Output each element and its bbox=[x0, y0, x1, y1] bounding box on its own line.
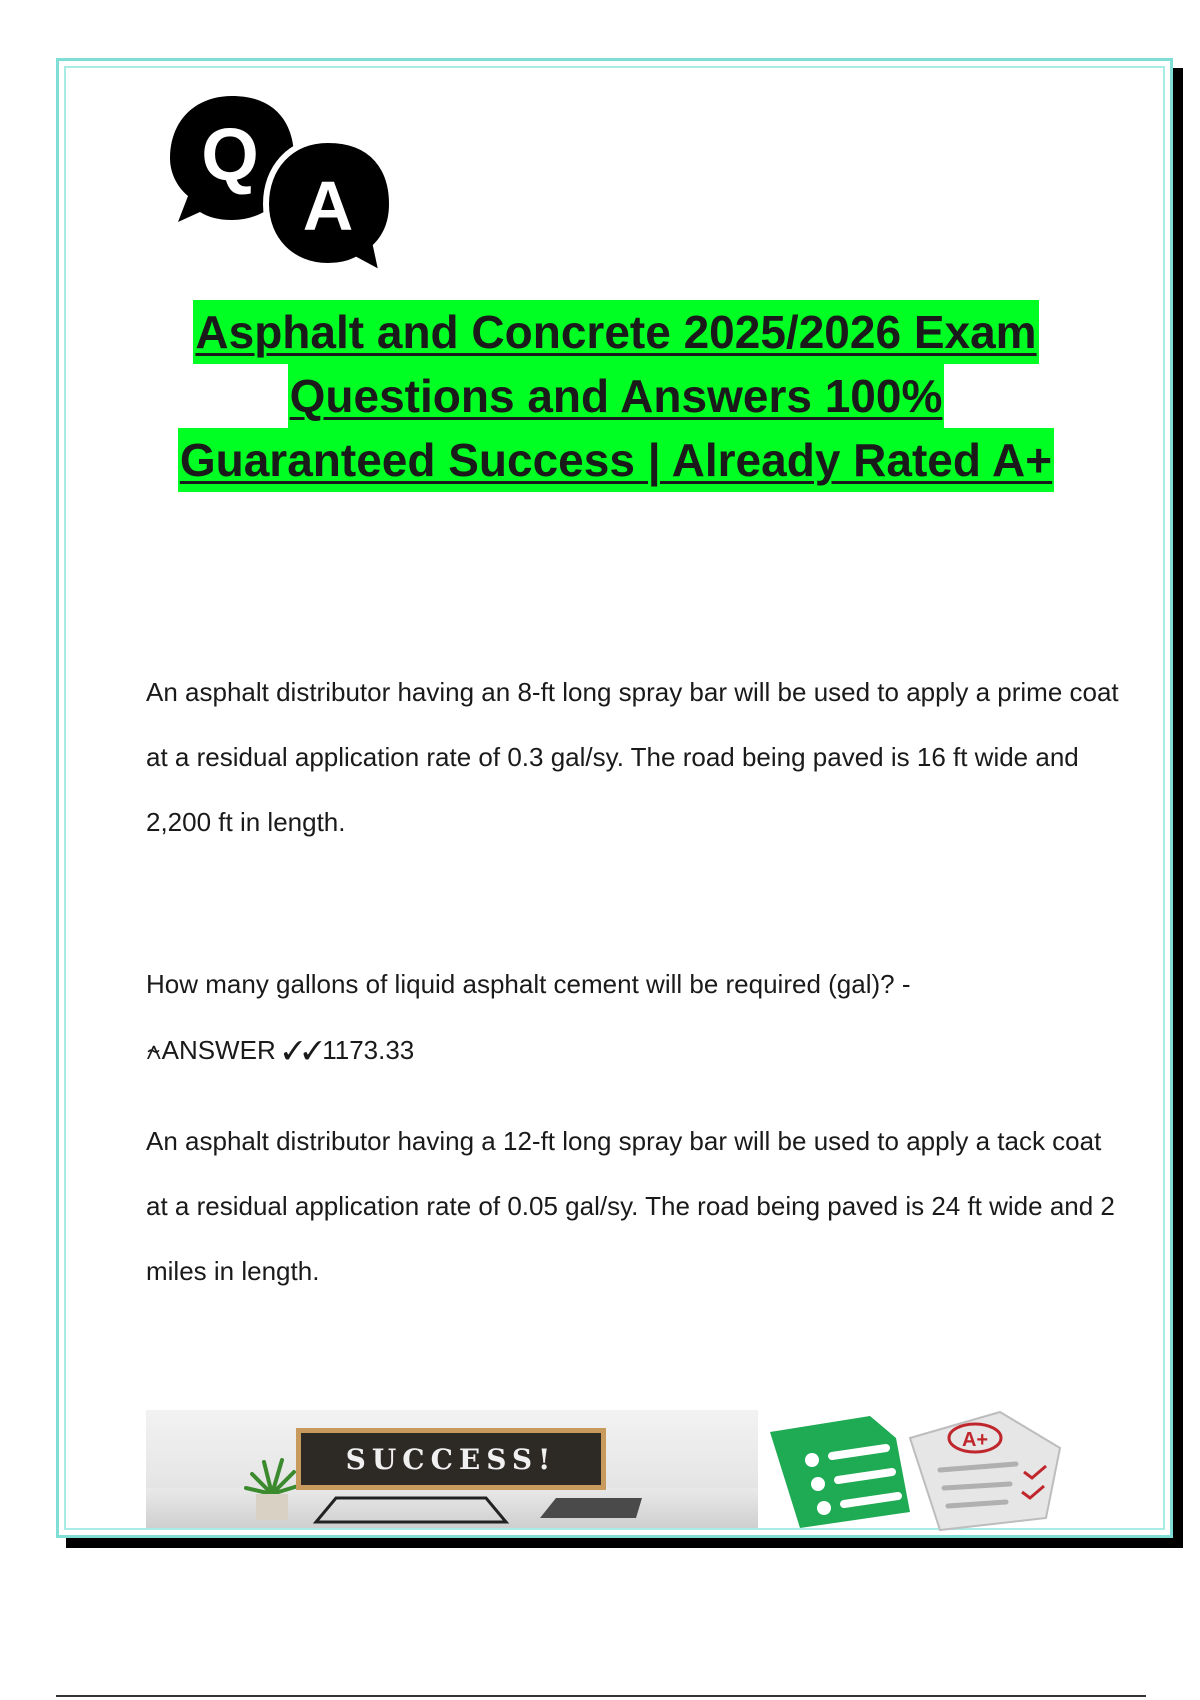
question-2-context: An asphalt distributor having a 12-ft long spray bar will be used to apply a tack coat at a residual application rate of 0.05 gal/sy. The road being paved is 24 ft wide and 2 miles in length. bbox=[146, 1126, 1115, 1286]
title-line-2: Questions and Answers 100% bbox=[288, 364, 945, 428]
calculator-icon bbox=[536, 1492, 646, 1522]
question-1-answer: ⍲ANSWER ✓✓1173.33 bbox=[146, 1035, 415, 1065]
page-bottom-rule bbox=[56, 1695, 1146, 1697]
title-line-1: Asphalt and Concrete 2025/2026 Exam bbox=[193, 300, 1038, 364]
question-1-context: An asphalt distributor having an 8-ft long spray bar will be used to apply a prime coat at a residual application rate of 0.3 gal/sy. The road being paved is 16 ft wide and 2,200 ft in length. bbox=[146, 677, 1119, 837]
document-icons-art bbox=[760, 1408, 1100, 1532]
grade-badge: A+ bbox=[961, 1429, 989, 1451]
document-title bbox=[120, 300, 1112, 492]
logo-a-letter: A bbox=[302, 167, 354, 245]
logo-q-letter: Q bbox=[201, 113, 259, 196]
clipboard-icon bbox=[296, 1494, 526, 1524]
success-banner-image bbox=[146, 1410, 758, 1528]
board-text: SUCCESS! bbox=[345, 1442, 557, 1476]
plant-icon bbox=[242, 1454, 302, 1524]
graded-paper-icon bbox=[910, 1412, 1060, 1530]
spreadsheet-icon bbox=[770, 1416, 910, 1528]
title-line-3: Guaranteed Success | Already Rated A+ bbox=[178, 428, 1054, 492]
question-1-prompt: How many gallons of liquid asphalt cement will be required (gal)? - bbox=[146, 969, 911, 999]
qa-chat-bubbles-icon bbox=[170, 96, 430, 286]
success-chalkboard bbox=[296, 1428, 606, 1490]
